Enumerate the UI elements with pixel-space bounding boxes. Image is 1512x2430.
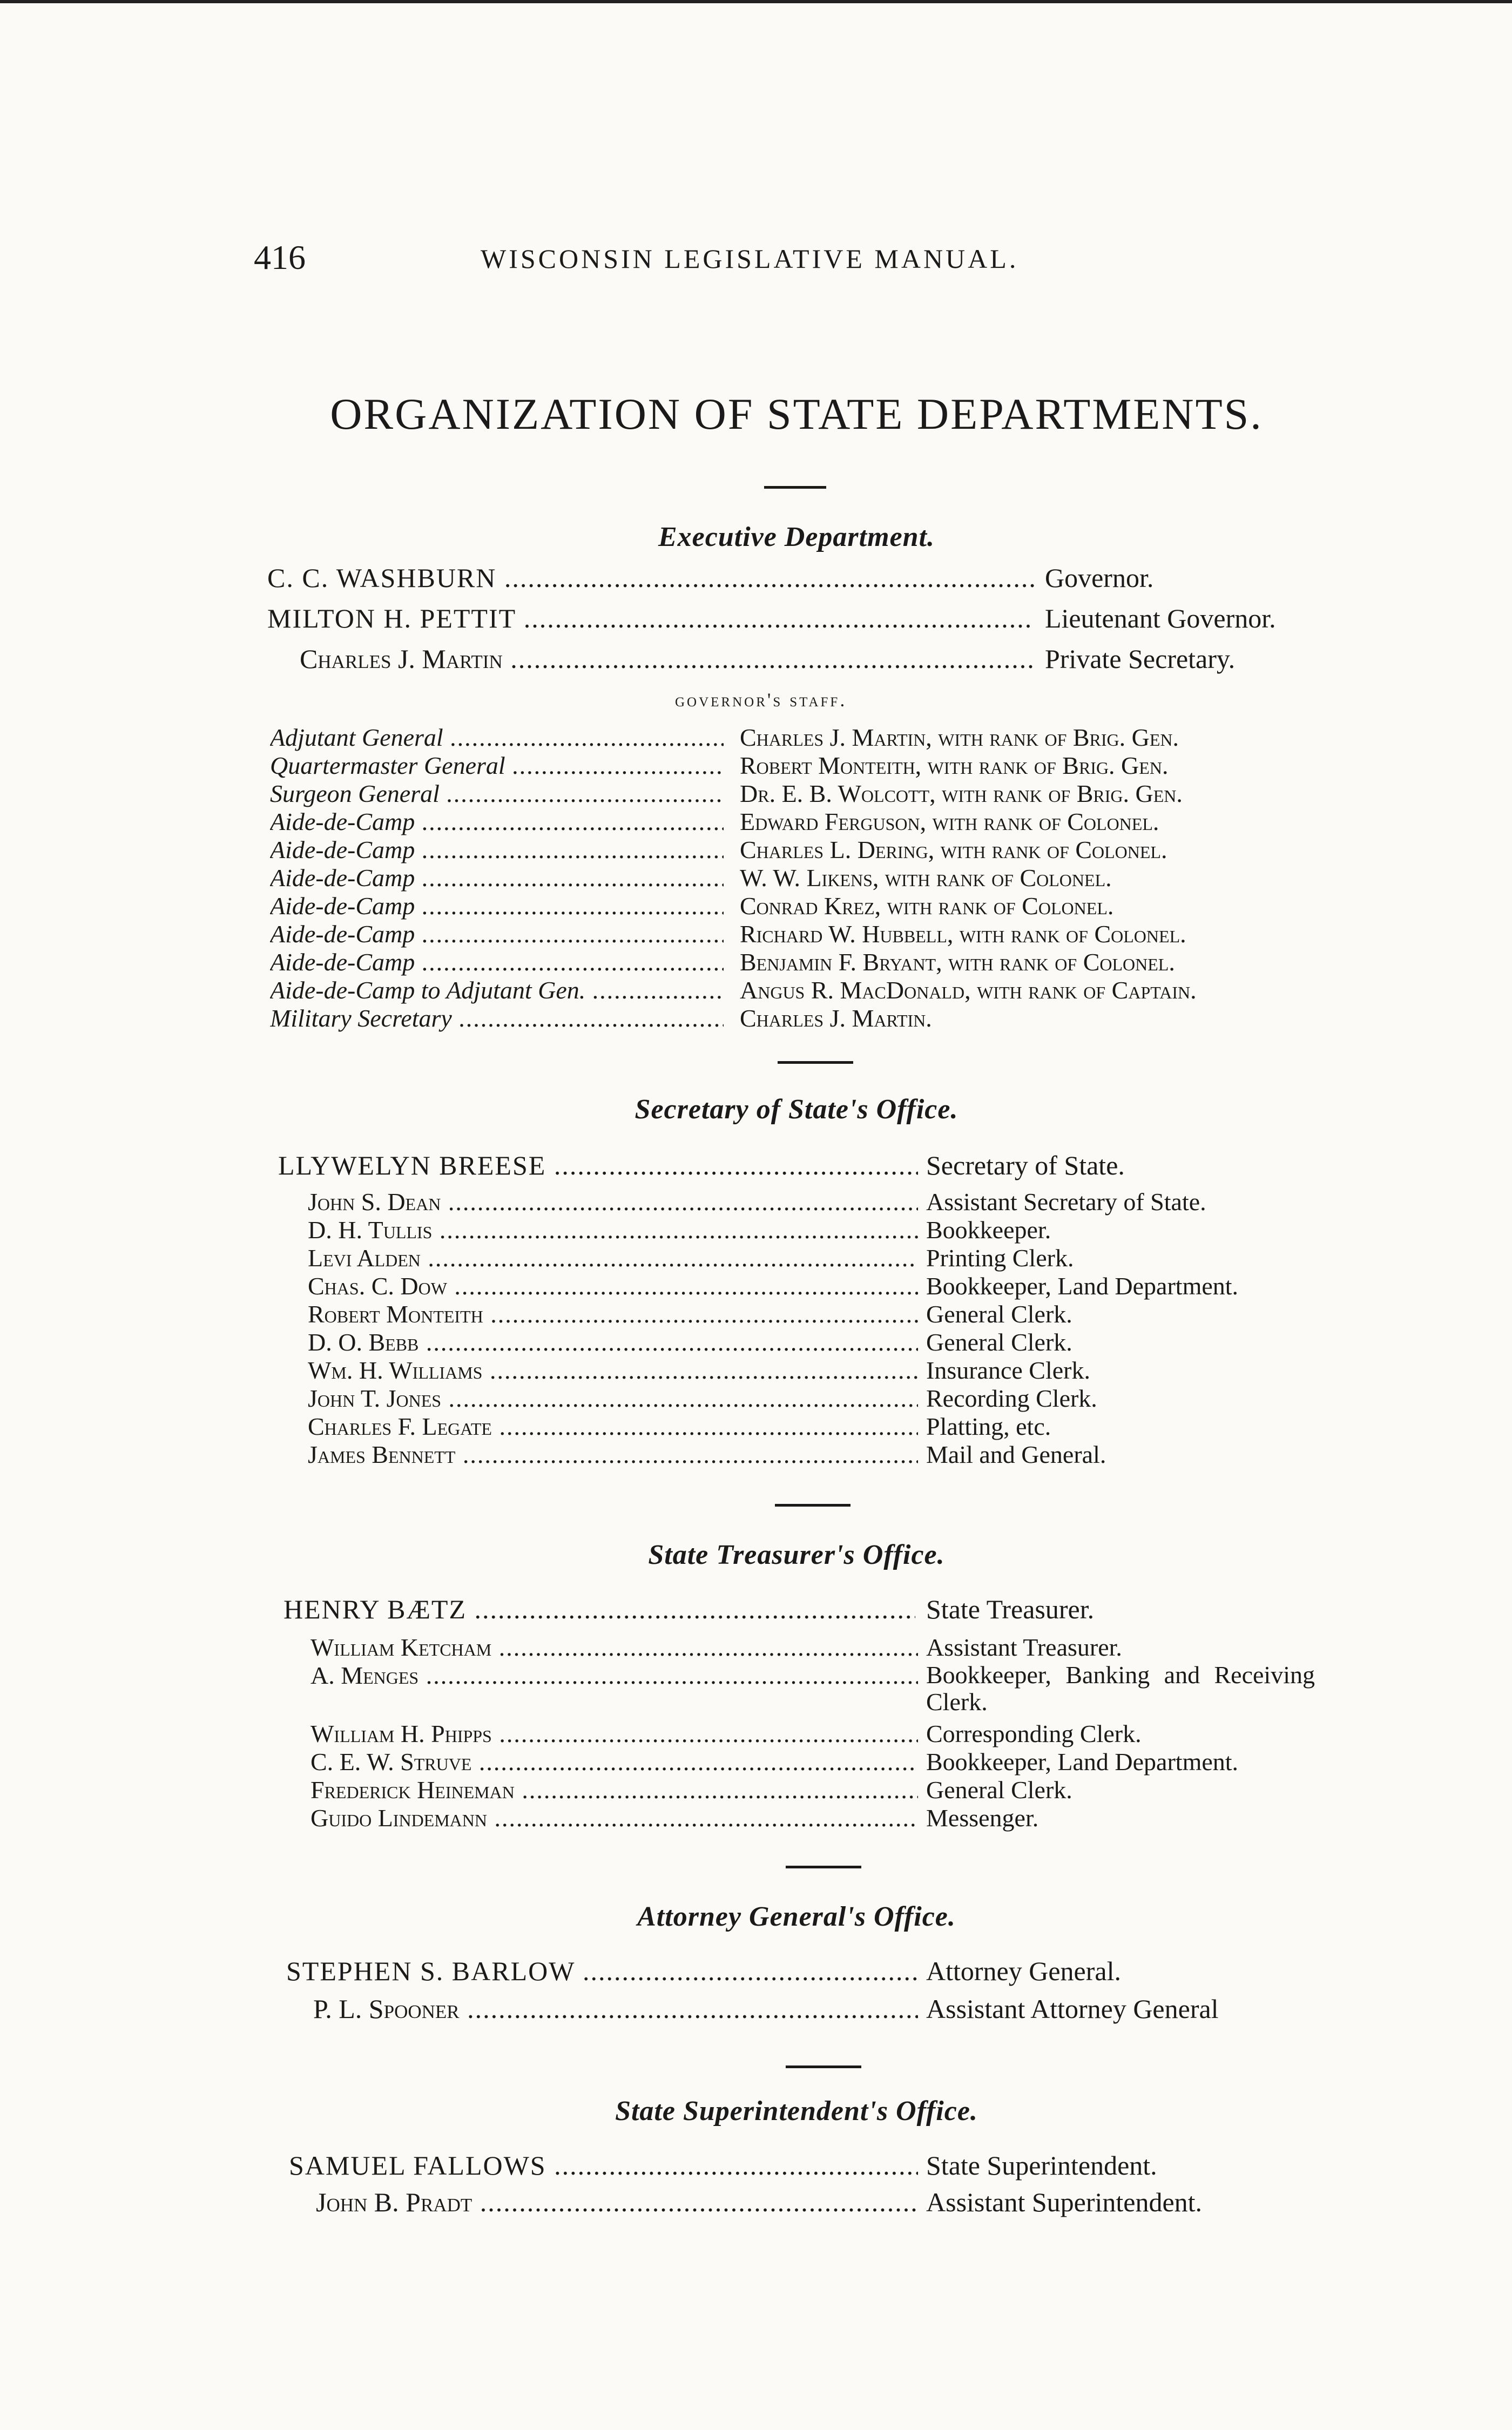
officer-name: William Ketcham .....	[310, 1634, 918, 1662]
officer-row	[308, 1188, 1382, 1216]
officer-title: Recording Clerk.	[926, 1385, 1097, 1412]
staff-row	[270, 892, 1366, 920]
officer-name: Frederick Heineman .....	[310, 1776, 918, 1804]
officer-title: Assistant Superintendent.	[926, 2187, 1203, 2217]
officer-row	[316, 2186, 1390, 2218]
officer-name: STEPHEN S. BARLOW .....	[286, 1955, 918, 1987]
officer-row	[310, 1776, 1385, 1804]
staff-role: Quartermaster General .....	[270, 752, 724, 780]
officer-row	[308, 1328, 1382, 1356]
officer-name: Charles F. Legate .....	[308, 1413, 918, 1441]
officer-name: MILTON H. PETTIT .....	[267, 602, 1034, 634]
officer-row	[308, 1300, 1382, 1328]
officer-title: Messenger.	[926, 1804, 1039, 1832]
section-heading-superintendent: State Superintendent's Office.	[615, 2096, 978, 2127]
officer-title: Printing Clerk.	[926, 1244, 1074, 1272]
officer-name: P. L. Spooner .....	[313, 1993, 918, 2025]
officer-title: Assistant Secretary of State.	[926, 1188, 1206, 1216]
staff-holder: Robert Monteith, with rank of Brig. Gen.	[740, 752, 1169, 779]
staff-row	[270, 780, 1366, 808]
staff-holder: Richard W. Hubbell, with rank of Colonel.	[740, 920, 1186, 948]
officer-title: Governor.	[1045, 563, 1154, 593]
officer-name: SAMUEL FALLOWS .....	[289, 2149, 918, 2182]
officer-row	[308, 1272, 1382, 1300]
divider-rule	[786, 1866, 861, 1868]
staff-holder: Benjamin F. Bryant, with rank of Colonel.	[740, 948, 1175, 976]
officer-row	[310, 1748, 1385, 1776]
governors-staff-heading: governor's staff.	[675, 689, 847, 711]
staff-role: Aide-de-Camp .....	[270, 920, 724, 948]
officer-name: A. Menges .....	[310, 1662, 918, 1690]
divider-rule	[775, 1504, 850, 1507]
staff-row	[270, 752, 1366, 780]
officer-title: Platting, etc.	[926, 1413, 1051, 1440]
officer-title: General Clerk.	[926, 1328, 1072, 1356]
officer-title: Secretary of State.	[926, 1150, 1125, 1180]
staff-holder: W. W. Likens, with rank of Colonel.	[740, 864, 1112, 892]
section-heading-attorney: Attorney General's Office.	[637, 1901, 956, 1932]
officer-row	[310, 1804, 1385, 1832]
officer-title: State Superintendent.	[926, 2150, 1157, 2181]
officer-title: Assistant Attorney General	[926, 1994, 1219, 2024]
page-title: ORGANIZATION OF STATE DEPARTMENTS.	[330, 389, 1263, 438]
section-heading-treasurer: State Treasurer's Office.	[648, 1540, 945, 1570]
officer-row	[267, 562, 1342, 594]
divider-rule	[778, 1061, 853, 1064]
staff-role: Aide-de-Camp to Adjutant Gen. .....	[270, 976, 724, 1004]
section-heading-secretary: Secretary of State's Office.	[634, 1094, 959, 1125]
officer-name: Chas. C. Dow .....	[308, 1272, 918, 1300]
divider-rule	[764, 486, 826, 489]
staff-role: Aide-de-Camp .....	[270, 808, 724, 836]
officer-row	[310, 1634, 1385, 1662]
officer-row	[308, 1244, 1382, 1272]
officer-name: D. O. Bebb .....	[308, 1328, 918, 1356]
staff-role: Adjutant General .....	[270, 724, 724, 752]
staff-holder: Dr. E. B. Wolcott, with rank of Brig. Gen.	[740, 780, 1183, 807]
staff-holder: Conrad Krez, with rank of Colonel.	[740, 892, 1114, 920]
officer-row	[308, 1413, 1382, 1441]
staff-row	[270, 808, 1366, 836]
officer-row	[289, 2149, 1364, 2182]
officer-name: D. H. Tullis .....	[308, 1216, 918, 1244]
staff-row	[270, 920, 1366, 948]
officer-row	[278, 1149, 1358, 1182]
officer-name: Robert Monteith .....	[308, 1300, 918, 1328]
officer-name: John S. Dean .....	[308, 1188, 918, 1216]
officer-name: John T. Jones .....	[308, 1385, 918, 1413]
staff-row	[270, 1004, 1366, 1032]
officer-title: Bookkeeper, Land Department.	[926, 1272, 1239, 1300]
officer-title: Mail and General.	[926, 1441, 1106, 1468]
officer-name: John B. Pradt .....	[316, 2186, 918, 2218]
page-number: 416	[254, 238, 306, 276]
officer-row	[284, 1593, 1358, 1625]
officer-title: Insurance Clerk.	[926, 1356, 1090, 1384]
officer-name: Guido Lindemann .....	[310, 1804, 918, 1832]
officer-name: Levi Alden .....	[308, 1244, 918, 1272]
staff-role: Aide-de-Camp .....	[270, 892, 724, 920]
staff-holder: Charles L. Dering, with rank of Colonel.	[740, 836, 1167, 863]
officer-name: William H. Phipps .....	[310, 1720, 918, 1748]
staff-row	[270, 836, 1366, 864]
officer-name: C. E. W. Struve .....	[310, 1748, 918, 1776]
section-heading-executive: Executive Department.	[658, 522, 935, 552]
officer-row	[308, 1216, 1382, 1244]
officer-row	[267, 602, 1374, 634]
staff-row	[270, 724, 1366, 752]
officer-title: State Treasurer.	[926, 1594, 1095, 1624]
officer-row	[308, 1385, 1382, 1413]
staff-holder: Charles J. Martin, with rank of Brig. Gen.	[740, 724, 1179, 751]
officer-title: Bookkeeper, Land Department.	[926, 1748, 1239, 1776]
officer-title: General Clerk.	[926, 1776, 1072, 1804]
officer-title: Bookkeeper.	[926, 1216, 1051, 1244]
staff-row	[270, 864, 1366, 892]
running-title: WISCONSIN LEGISLATIVE MANUAL.	[481, 244, 1019, 274]
officer-row	[310, 1662, 1385, 1718]
staff-role: Aide-de-Camp .....	[270, 864, 724, 892]
officer-row	[313, 1993, 1393, 2025]
officer-name: HENRY BÆTZ .....	[284, 1593, 915, 1625]
officer-name: C. C. WASHBURN .....	[267, 562, 1034, 594]
officer-title: General Clerk.	[926, 1300, 1072, 1328]
divider-rule	[786, 2066, 861, 2068]
staff-role: Aide-de-Camp .....	[270, 836, 724, 864]
officer-name: Charles J. Martin .....	[300, 643, 1034, 675]
officer-row	[300, 643, 1374, 675]
staff-holder: Edward Ferguson, with rank of Colonel.	[740, 808, 1159, 835]
officer-name: James Bennett .....	[308, 1441, 918, 1469]
officer-title: Assistant Treasurer.	[926, 1634, 1122, 1661]
officer-title: Corresponding Clerk.	[926, 1720, 1142, 1747]
officer-title: Bookkeeper, Banking and Receiving Clerk.	[926, 1661, 1315, 1716]
officer-row	[308, 1356, 1382, 1385]
officer-title: Private Secretary.	[1045, 644, 1236, 674]
running-head	[254, 238, 1129, 281]
staff-holder: Angus R. MacDonald, with rank of Captain.	[740, 976, 1197, 1004]
staff-row	[270, 976, 1366, 1004]
officer-row	[308, 1441, 1382, 1469]
staff-role: Aide-de-Camp .....	[270, 948, 724, 976]
staff-role: Surgeon General .....	[270, 780, 724, 808]
officer-row	[286, 1955, 1361, 1987]
staff-row	[270, 948, 1366, 976]
officer-row	[310, 1720, 1385, 1748]
staff-holder: Charles J. Martin.	[740, 1004, 932, 1032]
page-top-edge	[0, 0, 1512, 3]
officer-title: Attorney General.	[926, 1956, 1121, 1986]
officer-title: Lieutenant Governor.	[1045, 603, 1276, 633]
officer-name: LLYWELYN BREESE .....	[278, 1149, 918, 1182]
staff-role: Military Secretary .....	[270, 1004, 724, 1032]
officer-name: Wm. H. Williams .....	[308, 1356, 918, 1385]
